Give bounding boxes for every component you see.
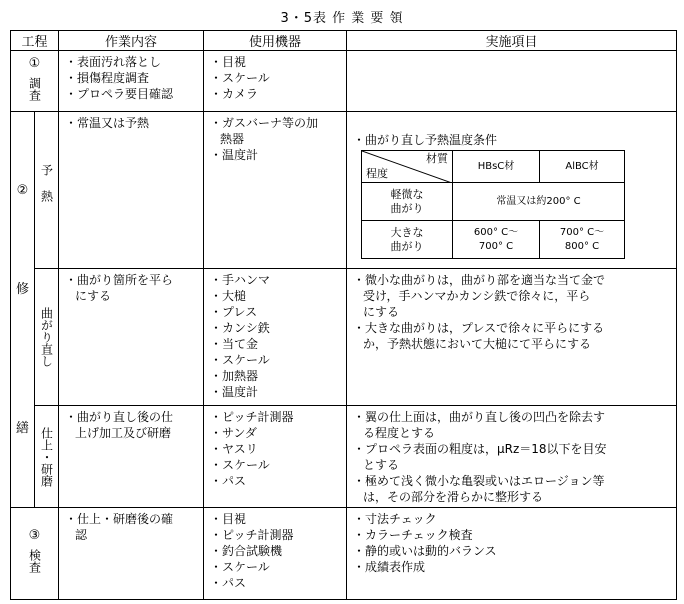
items-list <box>347 508 676 577</box>
list-item: ・当て金 <box>210 337 259 351</box>
list-item: ・プレス <box>210 305 258 319</box>
list-item: ・曲がり箇所を平ら にする <box>65 273 174 303</box>
list-item: ・ヤスリ <box>210 442 258 456</box>
temperature-table <box>361 150 625 259</box>
major-bend-hbsc-temp: 600° C～ 700° C <box>453 221 540 259</box>
list-item: ・手ハンマ <box>210 273 271 287</box>
header-work: 作業内容 <box>59 31 204 51</box>
list-item: ・加熱器 <box>210 369 259 383</box>
row-label-major: 大きな 曲がり <box>362 221 453 259</box>
list-item: ・スケール <box>210 353 270 367</box>
work-list <box>59 406 203 443</box>
row-label-minor: 軽微な 曲がり <box>362 183 453 221</box>
table-row <box>11 51 677 112</box>
list-item: ・極めて浅く微小な亀裂或いはエロージョン等 は，その部分を滑らかに整形する <box>353 474 605 504</box>
items-heading: ・曲がり直し予熱温度条件 <box>353 133 498 147</box>
col-header-albc: AlBC材 <box>540 151 625 183</box>
list-item: ・損傷程度調査 <box>65 71 150 85</box>
items-cell <box>347 51 677 112</box>
equipment-list <box>204 508 346 593</box>
work-list <box>59 508 203 545</box>
list-item: ・カラーチェック検査 <box>353 528 473 542</box>
list-item: ・大槌 <box>210 289 247 303</box>
list-item: ・スケール <box>210 458 270 472</box>
list-item: ・カメラ <box>210 87 259 101</box>
work-list <box>59 112 203 133</box>
list-item: ・プロペラ要目確認 <box>65 87 174 101</box>
list-item: ・ガスバーナ等の加 熱器 <box>210 116 319 146</box>
corner-header <box>362 151 453 183</box>
list-item: ・曲がり直し後の仕 上げ加工及び研磨 <box>65 410 174 440</box>
items-list <box>347 406 676 507</box>
step-number: ① <box>28 55 41 71</box>
process-label: 検査 <box>27 549 42 573</box>
major-bend-albc-temp: 700° C～ 800° C <box>540 221 625 259</box>
table-row <box>11 508 677 600</box>
table-title: 3・5表 作 業 要 領 <box>280 11 404 26</box>
equipment-list <box>204 51 346 104</box>
subprocess-label: 予熱 <box>39 164 54 216</box>
list-item: ・ピッチ計測器 <box>210 528 294 542</box>
list-item: ・ピッチ計測器 <box>210 410 294 424</box>
work-list <box>59 269 203 306</box>
list-item: ・カンシ鉄 <box>210 321 270 335</box>
list-item: ・目視 <box>210 55 247 69</box>
table-row <box>11 406 677 508</box>
header-equipment: 使用機器 <box>204 31 347 51</box>
list-item: ・温度計 <box>210 148 259 162</box>
list-item: ・静的或いは動的バランス <box>353 544 497 558</box>
list-item: ・スケール <box>210 71 270 85</box>
process-label-top: 修 <box>15 282 29 297</box>
subprocess-label: 曲がり直し <box>39 307 54 367</box>
list-item: ・パス <box>210 576 247 590</box>
equipment-list <box>204 112 346 165</box>
list-item: ・常温又は予熱 <box>65 116 150 130</box>
equipment-list <box>204 269 346 402</box>
material-label: 材質 <box>426 152 449 165</box>
list-item: ・スケール <box>210 560 270 574</box>
table-row <box>11 269 677 406</box>
list-item: ・目視 <box>210 512 247 526</box>
work-list <box>59 51 203 104</box>
list-item: ・成績表作成 <box>353 560 426 574</box>
list-item: ・仕上・研磨後の確 認 <box>65 512 174 542</box>
equipment-list <box>204 406 346 491</box>
step-number: ② <box>16 183 29 198</box>
table-row <box>11 112 677 269</box>
list-item: ・寸法チェック <box>353 512 437 526</box>
minor-bend-temp: 常温又は約200° C <box>453 183 625 221</box>
header-items: 実施項目 <box>347 31 677 51</box>
list-item: ・温度計 <box>210 385 259 399</box>
list-item: ・微小な曲がりは，曲がり部を適当な当て金で 受け，手ハンマかカンシ鉄で徐々に，平ら にする <box>353 273 606 319</box>
step-number: ③ <box>28 528 41 543</box>
items-list <box>347 269 676 354</box>
list-item: ・表面汚れ落とし <box>65 55 162 69</box>
process-label-bottom: 繕 <box>15 421 29 436</box>
list-item: ・大きな曲がりは，プレスで徐々に平らにする か，予熱状態において大槌にて平らにする <box>353 321 605 351</box>
process-label: 調査 <box>27 76 42 101</box>
col-header-hbsc: HBsC材 <box>453 151 540 183</box>
list-item: ・プロペラ表面の粗度は，μRz＝18以下を目安 とする <box>353 442 607 472</box>
list-item: ・翼の仕上面は，曲がり直し後の凹凸を除去す る程度とする <box>353 410 606 440</box>
subprocess-label: 仕上・研磨 <box>39 426 54 487</box>
list-item: ・釣合試験機 <box>210 544 283 558</box>
header-process: 工程 <box>11 31 59 51</box>
degree-label: 程度 <box>366 167 389 180</box>
work-procedure-table <box>10 30 677 600</box>
list-item: ・サンダ <box>210 426 257 440</box>
list-item: ・パス <box>210 474 247 488</box>
